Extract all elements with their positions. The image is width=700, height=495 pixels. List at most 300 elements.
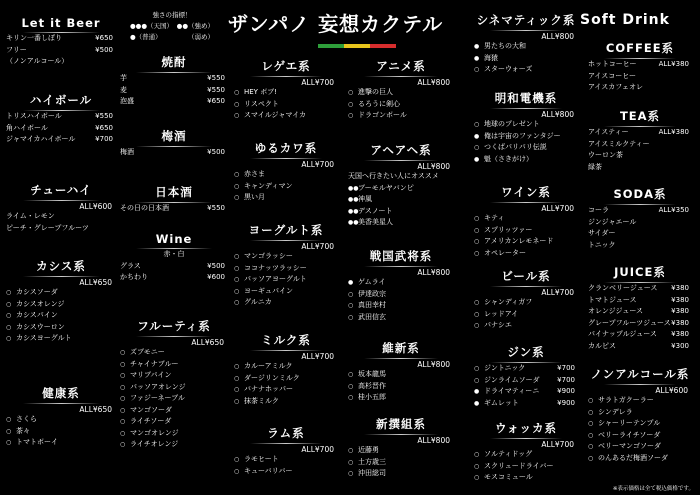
menu-item: [348, 183, 454, 195]
item-price: [689, 162, 692, 174]
menu-item: [348, 468, 454, 480]
item-price: ¥650: [95, 34, 113, 42]
section-price: ALL¥650: [79, 278, 112, 287]
strength-mark: ○: [588, 454, 594, 462]
menu-item: [234, 263, 338, 275]
item-price: ¥900: [557, 398, 575, 407]
item-price: ¥380: [671, 307, 689, 315]
section-title: 日本酒: [120, 184, 228, 203]
menu-item: [6, 322, 116, 334]
menu-item: [234, 373, 338, 385]
item-name: 麦: [120, 85, 127, 94]
menu-item: [234, 466, 338, 478]
item-name: ライム・レモン: [6, 212, 55, 220]
item-name: アイスカフェオレ: [588, 83, 643, 91]
item-name: ブーモルヤバンピ: [358, 183, 414, 192]
menu-item: [588, 127, 692, 139]
section-highball: [6, 92, 116, 146]
item-name: 美香美星人: [358, 218, 393, 226]
item-name: スプリッツァー: [484, 225, 533, 234]
strength-mark: ○: [588, 408, 594, 416]
strength-mark: ○: [474, 144, 480, 151]
item-name: キューバリバー: [244, 466, 293, 475]
menu-item: [234, 454, 338, 466]
menu-item: [234, 251, 338, 263]
menu-item: [588, 306, 692, 318]
menu-item: [120, 272, 228, 284]
column-6: [588, 0, 692, 495]
item-price: ALL¥380: [658, 128, 689, 136]
strength-mark: ●: [474, 43, 480, 50]
section-price: ALL¥600: [655, 386, 688, 395]
strength-mark: ○: [234, 467, 240, 475]
item-name: パッソアオレンジ: [130, 382, 186, 391]
strength-mark: ○: [474, 322, 480, 329]
strength-mark: ○: [234, 194, 240, 201]
section-milk: [234, 332, 338, 407]
footnote: ※表示価格は全て税込価格です。: [612, 486, 694, 492]
menu-item: [474, 131, 578, 143]
strength-mark: ○: [474, 66, 480, 73]
menu-item: [120, 439, 228, 451]
menu-item: [474, 309, 578, 321]
strength-mark: ●: [348, 279, 354, 286]
item-name: カシスソーダ: [16, 288, 58, 296]
menu-item: [588, 162, 692, 174]
item-name: 黒い月: [244, 193, 265, 201]
section-price: ALL¥700: [301, 352, 334, 361]
menu-item: [588, 139, 692, 151]
strength-symbol: ●●（強め）: [176, 22, 214, 30]
item-price: [689, 139, 692, 151]
strength-mark: ○: [6, 300, 12, 308]
item-name: ラモヒート: [244, 455, 279, 463]
menu-item: [6, 223, 116, 235]
menu-item: [588, 217, 692, 229]
item-price: [113, 56, 116, 68]
strength-mark: ○: [234, 287, 240, 295]
menu-item: [474, 472, 578, 484]
item-name: ココナッツラッシー: [244, 263, 307, 272]
menu-item: [348, 289, 454, 301]
strength-mark: ○: [120, 372, 126, 379]
item-name: るろうに剣心: [358, 99, 400, 108]
menu-item: [120, 261, 228, 273]
menu-item: [6, 426, 116, 438]
menu-item: [588, 453, 692, 465]
section-beer: [6, 16, 116, 68]
item-name: グレープフルーツジュース: [588, 318, 671, 327]
menu-item: [474, 320, 578, 332]
item-name: カシスオレンジ: [16, 299, 65, 308]
item-name: 桂小五郎: [358, 393, 386, 401]
strength-mark: ○: [234, 182, 240, 190]
strength-mark: ●●: [348, 219, 359, 226]
item-name: クランベリージュース: [588, 284, 658, 292]
column-5: [474, 0, 578, 495]
item-name: ジンジャエール: [588, 217, 637, 226]
strength-mark: ○: [6, 312, 12, 319]
item-name: ライチオレンジ: [130, 440, 179, 448]
item-name: カシスウーロン: [16, 322, 65, 331]
menu-item: [348, 369, 454, 381]
section-shochu: [120, 54, 228, 108]
item-name: 梅酒: [120, 148, 134, 156]
item-name: ジャマイカハイボール: [6, 135, 76, 143]
strength-mark: ○: [6, 323, 12, 331]
menu-item: [6, 33, 116, 45]
item-name: のんあるだ梅酒ソーダ: [598, 453, 668, 462]
strength-mark: ○: [120, 429, 126, 437]
item-name: 魁（さきがけ）: [484, 154, 533, 163]
item-price: ¥700: [95, 135, 113, 143]
section-title: フルーティ系: [120, 318, 228, 337]
menu-item: [474, 53, 578, 65]
section-price: ALL¥700: [301, 78, 334, 87]
column-4: [348, 0, 454, 495]
strength-mark: ○: [234, 363, 240, 370]
item-price: ¥500: [95, 45, 113, 54]
section-title: アニメ系: [348, 58, 454, 77]
section-vodka: [474, 420, 578, 484]
item-name: 泡盛: [120, 97, 134, 105]
section-title: ハイボール: [6, 92, 116, 111]
section-title: 梅酒: [120, 128, 228, 147]
strength-mark: ○: [120, 383, 126, 391]
menu-item: [348, 381, 454, 393]
menu-item: [120, 347, 228, 359]
strength-mark: ○: [474, 226, 480, 234]
menu-item: [120, 393, 228, 405]
item-name: フリー: [6, 45, 27, 54]
menu-item: [474, 213, 578, 225]
item-price: [689, 82, 692, 94]
item-name: 進撃の巨人: [358, 88, 393, 96]
column-1: [6, 0, 116, 495]
section-shinsengumi: [348, 416, 454, 480]
menu-item: [120, 428, 228, 440]
item-name: カルピス: [588, 341, 616, 350]
page-title: ザンパノ 妄想カクテル: [228, 12, 444, 36]
section-aheahe: [348, 142, 454, 229]
item-name: サラトガクーラー: [598, 396, 654, 404]
item-name: （ノンアルコール）: [6, 57, 69, 65]
menu-item: [120, 370, 228, 382]
menu-item: [348, 110, 454, 122]
item-name: 緑茶: [588, 162, 602, 171]
menu-item: [234, 110, 338, 122]
section-yogurt: [234, 222, 338, 309]
section-sengoku: [348, 248, 454, 323]
item-price: ¥500: [207, 148, 225, 156]
item-name: スターウォーズ: [484, 65, 533, 73]
section-beer-cocktail: [474, 268, 578, 332]
item-name: ダージリンミルク: [244, 373, 300, 382]
menu-item: [348, 206, 454, 218]
item-name: マンゴラッシー: [244, 252, 293, 260]
item-name: パッソアヨーグルト: [244, 275, 307, 283]
item-name: シンデレラ: [598, 407, 633, 416]
section-price: ALL¥700: [301, 242, 334, 251]
menu-item: [348, 445, 454, 457]
item-name: ウーロン茶: [588, 151, 623, 159]
strength-mark: ○: [234, 171, 240, 178]
strength-mark: ○: [474, 462, 480, 470]
menu-item: [588, 59, 692, 71]
section-title: 戦国武将系: [348, 248, 454, 267]
menu-item: [234, 384, 338, 396]
strength-mark: ●: [474, 399, 480, 407]
section-price: ALL¥650: [79, 405, 112, 414]
strength-mark: ○: [234, 264, 240, 272]
menu-item: [6, 333, 116, 345]
strength-mark: ○: [348, 313, 354, 321]
item-name: ズブモニー: [130, 348, 165, 356]
item-name: 赤さま: [244, 170, 265, 178]
strength-mark: ○: [6, 289, 12, 296]
item-name: マリブパイン: [130, 371, 172, 379]
strength-mark: ●●: [348, 196, 359, 203]
item-price: ¥380: [671, 318, 689, 327]
item-name: ライチソーダ: [130, 417, 172, 425]
item-price: [689, 217, 692, 229]
section-wine-cocktail: [474, 184, 578, 259]
menu-item: [348, 392, 454, 404]
item-name: ドライマティーニ: [484, 387, 540, 395]
item-price: [689, 150, 692, 162]
item-name: グルニカ: [244, 298, 272, 306]
menu-item: [474, 375, 578, 387]
menu-item: [474, 386, 578, 398]
item-name: キャンディマン: [244, 181, 293, 190]
menu-item: [234, 99, 338, 111]
item-name: アメリカンレモネード: [484, 237, 554, 245]
item-price: ¥700: [557, 375, 575, 384]
section-price: ALL¥800: [417, 436, 450, 445]
section-price: ALL¥700: [541, 204, 574, 213]
section-title: 焼酎: [120, 54, 228, 73]
section-title: 維新系: [348, 340, 454, 359]
menu-item: [234, 274, 338, 286]
section-title: シネマティック系: [474, 12, 578, 31]
strength-mark: ○: [348, 302, 354, 309]
item-name: マンゴソーダ: [130, 405, 172, 414]
item-price: ¥380: [671, 295, 689, 304]
strength-mark: ○: [474, 215, 480, 222]
item-name: 武田信玄: [358, 312, 386, 321]
menu-item: [474, 41, 578, 53]
item-name: アイスコーヒー: [588, 71, 637, 80]
section-price: ALL¥800: [417, 78, 450, 87]
strength-mark: ○: [234, 456, 240, 463]
strength-mark: ○: [348, 382, 354, 390]
menu-item: [474, 154, 578, 166]
menu-item: [6, 123, 116, 135]
menu-item: [120, 359, 228, 371]
menu-item: [120, 85, 228, 97]
section-cinema: [474, 12, 578, 76]
menu-item: [588, 329, 692, 341]
section-title: ミルク系: [234, 332, 338, 351]
item-name: 伊達政宗: [358, 289, 386, 298]
menu-item: [588, 318, 692, 330]
item-price: ¥700: [557, 364, 575, 372]
section-title: SODA系: [588, 186, 692, 205]
item-name: トニック: [588, 240, 616, 249]
section-price: ALL¥800: [541, 32, 574, 41]
section-price: ALL¥800: [541, 110, 574, 119]
item-price: ¥600: [207, 273, 225, 281]
item-price: ¥650: [95, 123, 113, 132]
item-name: オレンジジュース: [588, 307, 643, 315]
item-name: シャーリーテンプル: [598, 419, 661, 427]
item-price: [689, 71, 692, 83]
item-name: HEY ボブ!: [244, 88, 277, 96]
strength-mark: ○: [6, 439, 12, 446]
section-title: ゆるカワ系: [234, 140, 338, 159]
strength-mark: ○: [348, 290, 354, 298]
item-price: ¥900: [557, 387, 575, 395]
item-name: ジンライムソーダ: [484, 375, 540, 384]
strength-mark: ○: [234, 276, 240, 283]
item-name: キティ: [484, 214, 505, 222]
section-chuhi: [6, 182, 116, 234]
section-title: アヘアヘ系: [348, 142, 454, 161]
strength-mark: ○: [120, 418, 126, 425]
item-name: かちわり: [120, 273, 148, 281]
menu-item: [120, 147, 228, 159]
item-name: 角ハイボール: [6, 123, 48, 132]
strength-mark: ○: [348, 447, 354, 454]
strength-mark: ○: [234, 89, 240, 96]
item-name: チャイナブルー: [130, 359, 179, 368]
strength-mark: ●●: [348, 207, 359, 215]
strength-mark: ○: [234, 386, 240, 393]
menu-item: [474, 461, 578, 473]
strength-mark: ○: [120, 441, 126, 448]
menu-item: [474, 225, 578, 237]
menu-item: [474, 398, 578, 410]
item-price: ¥380: [671, 330, 689, 338]
menu-item: [234, 87, 338, 99]
item-name: ベリーライチソーダ: [598, 430, 661, 439]
section-meiji: [474, 90, 578, 165]
item-name: ギムレット: [484, 398, 519, 407]
section-title: レゲエ系: [234, 58, 338, 77]
section-subtitle: 赤・白: [163, 250, 185, 258]
item-name: その日の日本酒: [120, 204, 169, 212]
section-wine: [120, 232, 228, 284]
strength-mark: ○: [120, 360, 126, 368]
strength-mark: ○: [474, 365, 480, 372]
item-name: パナシエ: [484, 321, 512, 329]
strength-mark: ●: [474, 155, 480, 163]
item-name: 海猿: [484, 53, 498, 62]
section-gin: [474, 344, 578, 409]
menu-item: [588, 228, 692, 240]
menu-item: [588, 441, 692, 453]
menu-item: [120, 405, 228, 417]
menu-item: [348, 457, 454, 469]
strength-mark: ○: [6, 416, 12, 423]
menu-item: [348, 312, 454, 324]
menu-item: [348, 99, 454, 111]
section-title: 健康系: [6, 385, 116, 404]
section-title: JUICE系: [588, 264, 692, 283]
menu-item: [234, 181, 338, 193]
soft-drink-title: Soft Drink: [580, 12, 670, 28]
strength-mark: ○: [474, 299, 480, 306]
strength-mark: ○: [348, 112, 354, 119]
item-name: 抹茶ミルク: [244, 396, 279, 405]
section-title: ヨーグルト系: [234, 222, 338, 241]
item-price: [689, 228, 692, 240]
section-title: ワイン系: [474, 184, 578, 203]
strength-mark: ○: [234, 397, 240, 405]
item-name: トマトボーイ: [16, 438, 58, 446]
item-price: ¥500: [207, 261, 225, 270]
section-price: ALL¥650: [191, 338, 224, 347]
section-title: カシス系: [6, 258, 116, 277]
strength-mark: ○: [588, 397, 594, 404]
item-name: 神風: [358, 195, 372, 203]
section-price: ALL¥700: [301, 160, 334, 169]
section-umeshu: [120, 128, 228, 159]
item-price: ¥380: [671, 284, 689, 292]
strength-mark: ○: [120, 349, 126, 356]
section-health: [6, 385, 116, 449]
item-price: ALL¥350: [658, 206, 689, 214]
strength-mark: ○: [474, 238, 480, 245]
item-name: カシスパイン: [16, 311, 58, 319]
menu-item: [120, 382, 228, 394]
item-name: トリスハイボール: [6, 112, 62, 120]
menu-item: [588, 341, 692, 353]
item-name: コーラ: [588, 206, 609, 214]
menu-item: [588, 150, 692, 162]
section-title: チューハイ: [6, 182, 116, 201]
item-name: 地球のプレゼント: [484, 120, 540, 128]
strength-symbol: ●（普通）: [130, 33, 162, 41]
column-2: [120, 0, 228, 495]
menu-item: [474, 142, 578, 154]
section-title: ノンアルコール系: [588, 366, 692, 385]
menu-item: [588, 430, 692, 442]
item-name: スマイルジャマイカ: [244, 111, 307, 119]
section-price: ALL¥700: [541, 288, 574, 297]
item-name: サイダー: [588, 229, 616, 237]
strength-mark: ○: [474, 310, 480, 318]
item-name: パイナップルジュース: [588, 330, 657, 338]
menu-item: [474, 119, 578, 131]
menu-item: [120, 416, 228, 428]
item-name: アイスミルクティー: [588, 139, 650, 148]
item-name: 高杉晋作: [358, 381, 386, 390]
item-name: ホットコーヒー: [588, 60, 637, 68]
menu-item: [120, 203, 228, 215]
menu-item: [234, 361, 338, 373]
menu-item: [6, 211, 116, 223]
strength-label: 強さの指標！: [152, 11, 192, 19]
strength-mark: ○: [234, 253, 240, 260]
section-price: ALL¥800: [417, 162, 450, 171]
menu-item: [588, 82, 692, 94]
strength-symbol: （弱め）: [188, 33, 214, 41]
item-name: ファジーネーブル: [130, 394, 185, 402]
menu-item: [588, 283, 692, 295]
strength-mark: ○: [474, 121, 480, 128]
section-title: Wine: [120, 232, 228, 249]
